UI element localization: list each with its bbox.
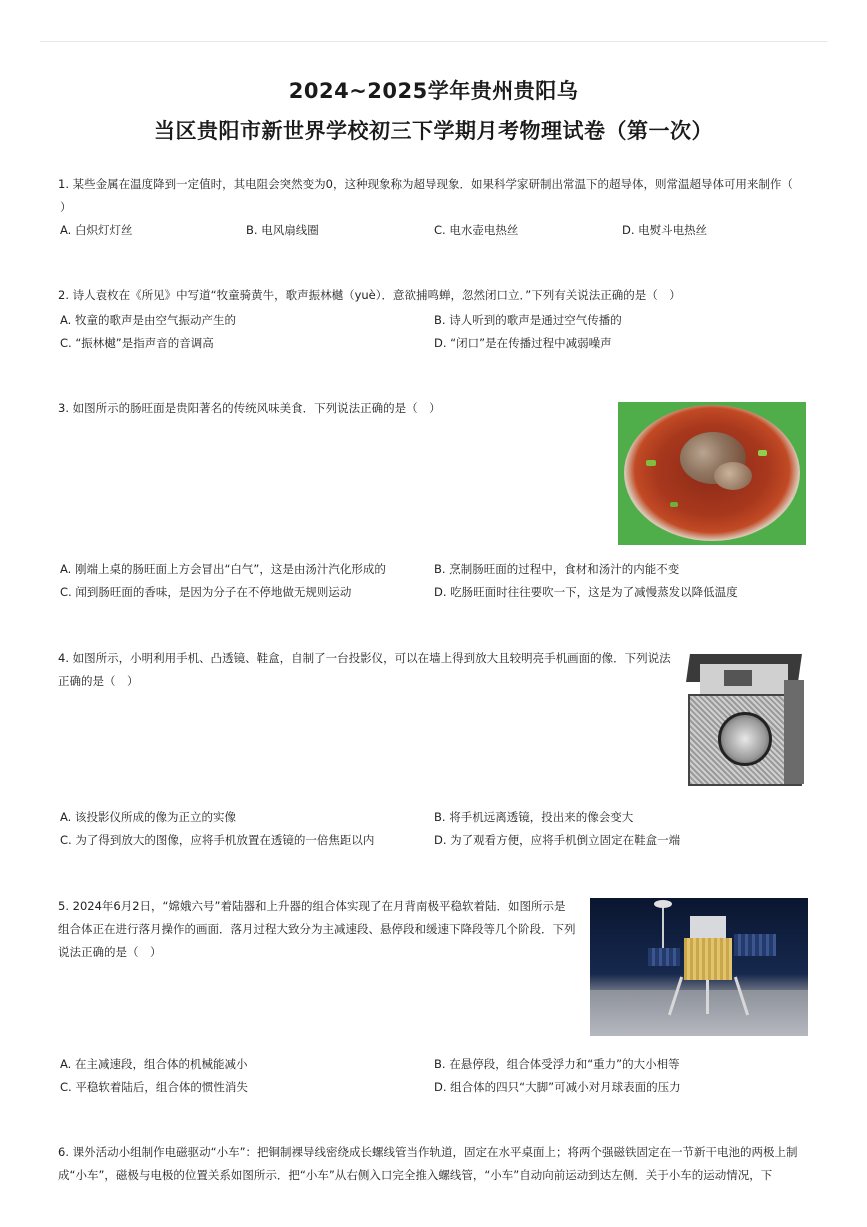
header-divider xyxy=(40,41,827,42)
exam-title-line2: 当区贵阳市新世界学校初三下学期月考物理试卷（第一次） xyxy=(154,119,713,143)
question-4-option-a[interactable]: A. 该投影仪所成的像为正立的实像 xyxy=(60,810,236,824)
stem-line: 成“小车”，磁极与电极的位置关系如图所示．把“小车”从右侧入口完全推入螺线管，“小车”自动向前运动到达左侧．关于小车的运动情况，下 xyxy=(58,1168,773,1182)
question-1-option-a[interactable]: A. 白炽灯灯丝 xyxy=(60,223,133,237)
question-1-option-c[interactable]: C. 电水壶电热丝 xyxy=(434,223,519,237)
stem-line: 说法正确的是（ ） xyxy=(58,945,162,959)
question-5-option-c[interactable]: C. 平稳软着陆后，组合体的惯性消失 xyxy=(60,1080,248,1094)
question-3-option-a[interactable]: A. 刚端上桌的肠旺面上方会冒出“白气”，这是由汤汁汽化形成的 xyxy=(60,562,386,576)
stem-line: 6. 课外活动小组制作电磁驱动“小车”：把铜制裸导线密绕成长螺线管当作轨道，固定在水平桌面上；将两个强磁铁固定在一节新干电池的两极上制 xyxy=(58,1145,798,1159)
question-2-option-a[interactable]: A. 牧童的歌声是由空气振动产生的 xyxy=(60,313,236,327)
shoebox-projector-image xyxy=(684,650,806,793)
question-4-option-d[interactable]: D. 为了观看方便，应将手机倒立固定在鞋盒一端 xyxy=(434,833,681,847)
lunar-lander-image xyxy=(590,898,808,1036)
question-2-option-c[interactable]: C. “振林樾”是指声音的音调高 xyxy=(60,336,214,350)
stem-line: 2. 诗人袁枚在《所见》中写道“牧童骑黄牛，歌声振林樾（yuè）．意欲捕鸣蝉，忽然闭口立．”下列有关说法正确的是（ ） xyxy=(58,288,681,302)
question-2-stem xyxy=(58,284,681,307)
stem-line: 4. 如图所示，小明利用手机、凸透镜、鞋盒，自制了一台投影仪，可以在墙上得到放大且较明亮手机画面的像．下列说法 xyxy=(58,651,671,665)
question-4-option-b[interactable]: B. 将手机远离透镜，投出来的像会变大 xyxy=(434,810,634,824)
question-5-option-d[interactable]: D. 组合体的四只“大脚”可减小对月球表面的压力 xyxy=(434,1080,681,1094)
question-2-option-d[interactable]: D. “闭口”是在传播过程中减弱噪声 xyxy=(434,336,612,350)
stem-line: 正确的是（ ） xyxy=(58,674,139,688)
stem-line: 1. 某些金属在温度降到一定值时，其电阻会突然变为0，这种现象称为超导现象．如果科学家研制出常温下的超导体，则常温超导体可用来制作（ xyxy=(58,177,793,191)
question-3-option-c[interactable]: C. 闻到肠旺面的香味，是因为分子在不停地做无规则运动 xyxy=(60,585,352,599)
exam-title-line1: 2024~2025学年贵州贵阳乌 xyxy=(288,79,579,103)
stem-line: 3. 如图所示的肠旺面是贵阳著名的传统风味美食．下列说法正确的是（ ） xyxy=(58,401,441,415)
question-5-option-a[interactable]: A. 在主减速段，组合体的机械能减小 xyxy=(60,1057,248,1071)
question-3-option-b[interactable]: B. 烹制肠旺面的过程中，食材和汤汁的内能不变 xyxy=(434,562,680,576)
question-1-option-d[interactable]: D. 电熨斗电热丝 xyxy=(622,223,708,237)
question-6-stem xyxy=(58,1141,798,1187)
question-4-option-c[interactable]: C. 为了得到放大的图像，应将手机放置在透镜的一倍焦距以内 xyxy=(60,833,375,847)
stem-line: 组合体正在进行落月操作的画面．落月过程大致分为主减速段、悬停段和缓速下降段等几个阶段．下列 xyxy=(58,922,576,936)
question-4-stem xyxy=(58,647,671,693)
question-3-option-d[interactable]: D. 吃肠旺面时往往要吹一下，这是为了减慢蒸发以降低温度 xyxy=(434,585,738,599)
question-1-stem xyxy=(58,173,793,219)
question-5-stem xyxy=(58,895,576,964)
noodle-bowl-image xyxy=(618,402,806,545)
question-5-option-b[interactable]: B. 在悬停段，组合体受浮力和“重力”的大小相等 xyxy=(434,1057,680,1071)
question-1-option-b[interactable]: B. 电风扇线圈 xyxy=(246,223,319,237)
question-2-option-b[interactable]: B. 诗人听到的歌声是通过空气传播的 xyxy=(434,313,622,327)
question-3-stem xyxy=(58,397,441,420)
stem-line: 5. 2024年6月2日，“嫦娥六号”着陆器和上升器的组合体实现了在月背南极平稳软着陆．如图所示是 xyxy=(58,899,566,913)
stem-line: ） xyxy=(60,200,72,214)
